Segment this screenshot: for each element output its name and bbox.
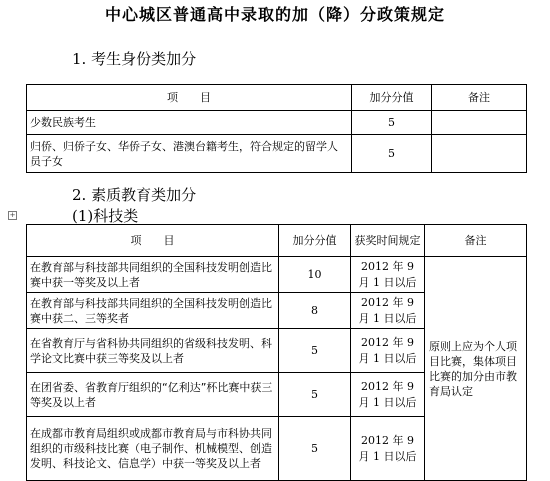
row-date: 2012 年 9 月 1 日以后	[351, 329, 425, 373]
table-move-handle-icon[interactable]: +	[9, 211, 16, 219]
row-score: 10	[279, 257, 351, 293]
table-header-row	[27, 85, 527, 111]
row-date: 2012 年 9 月 1 日以后	[351, 373, 425, 417]
section1-heading: 1. 考生身份类加分	[72, 50, 197, 68]
row-item: 在团省委、省教育厅组织的“亿利达”杯比赛中获三等奖及以上者	[27, 373, 279, 417]
header-item: 项 目	[27, 225, 279, 257]
row-score: 5	[352, 111, 432, 135]
table-row	[27, 135, 527, 173]
header-note: 备注	[425, 225, 527, 257]
identity-bonus-table	[26, 84, 527, 173]
header-score: 加分分值	[352, 85, 432, 111]
row-item: 在教育部与科技部共同组织的全国科技发明创造比赛中获二、三等奖者	[27, 293, 279, 329]
table-header-row	[27, 225, 527, 257]
row-note	[432, 135, 527, 173]
header-item: 项 目	[27, 85, 352, 111]
tech-bonus-table	[26, 224, 527, 481]
section2-subheading: (1)科技类	[72, 207, 139, 225]
row-date: 2012 年 9 月 1 日以后	[351, 257, 425, 293]
row-date: 2012 年 9 月 1 日以后	[351, 293, 425, 329]
row-item: 在成都市教育局组织或成都市教育局与市科协共同组织的市级科技比赛（电子制作、机械模型、创造发明、科技论文、信息学）中获一等奖及以上者	[27, 417, 279, 481]
row-item: 少数民族考生	[27, 111, 352, 135]
row-item: 归侨、归侨子女、华侨子女、港澳台籍考生，符合规定的留学人员子女	[27, 135, 352, 173]
table-row	[27, 257, 527, 293]
table-row	[27, 111, 527, 135]
document-title: 中心城区普通高中录取的加（降）分政策规定	[104, 5, 445, 24]
header-note: 备注	[432, 85, 527, 111]
row-score: 5	[279, 417, 351, 481]
row-item: 在教育部与科技部共同组织的全国科技发明创造比赛中获一等奖及以上者	[27, 257, 279, 293]
row-score: 5	[279, 373, 351, 417]
header-date: 获奖时间规定	[351, 225, 425, 257]
row-score: 5	[352, 135, 432, 173]
row-date: 2012 年 9 月 1 日以后	[351, 417, 425, 481]
header-score: 加分分值	[279, 225, 351, 257]
row-note: 原则上应为个人项目比赛，集体项目比赛的加分由市教育局认定	[425, 257, 527, 481]
row-item: 在省教育厅与省科协共同组织的省级科技发明、科学论文比赛中获三等奖及以上者	[27, 329, 279, 373]
row-score: 5	[279, 329, 351, 373]
section2-heading: 2. 素质教育类加分	[72, 186, 197, 204]
row-note	[432, 111, 527, 135]
row-score: 8	[279, 293, 351, 329]
